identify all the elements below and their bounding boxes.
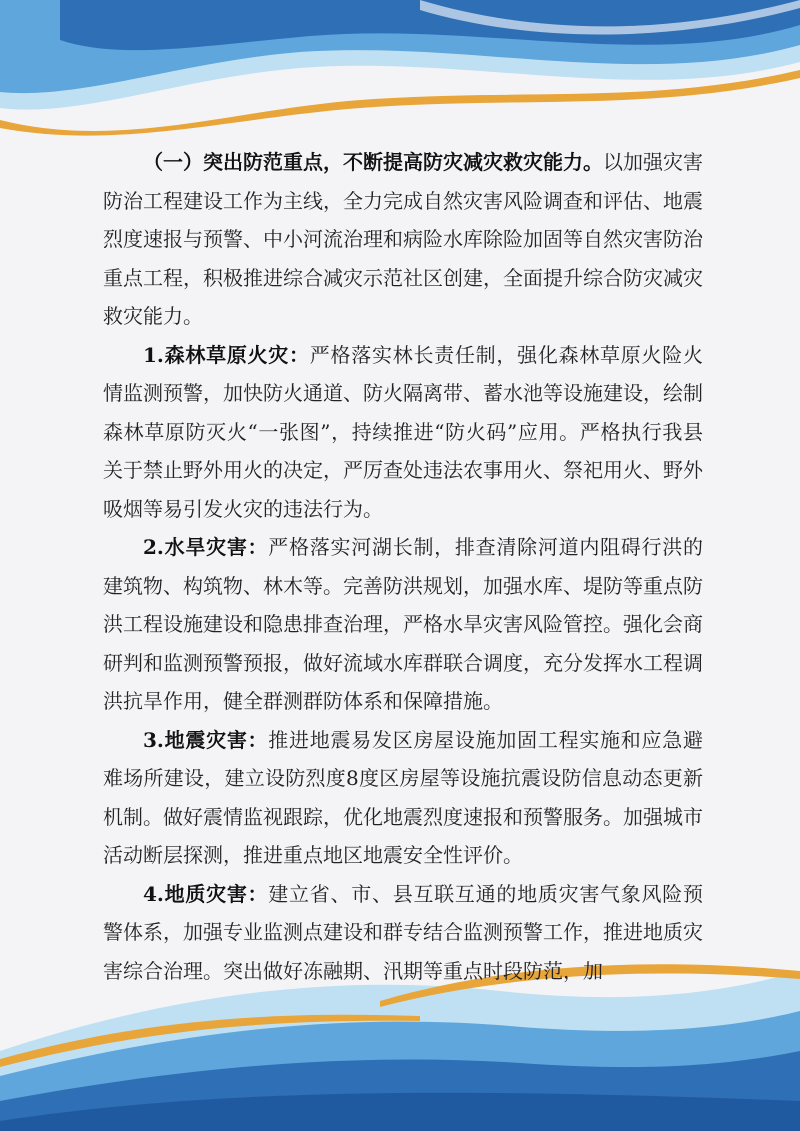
paragraph-flood-drought	[103, 528, 703, 721]
paragraph-text: 以加强灾害防治工程建设工作为主线，全力完成自然灾害风险调查和评估、地震烈度速报与预警、中小河流治理和病险水库除险加固等自然灾害防治重点工程，积极推进综合减灾示范社区创建，全面提升综合防灾减灾救灾能力。	[103, 150, 703, 328]
paragraph-earthquake	[103, 721, 703, 875]
paragraph-heading: 4.地质灾害：	[143, 881, 269, 906]
paragraph-text: 严格落实河湖长制，排查清除河道内阻碍行洪的建筑物、构筑物、林木等。完善防洪规划，加强水库、堤防等重点防洪工程设施建设和隐患排查治理，严格水旱灾害风险管控。强化会商研判和监测预警预报，做好流域水库群联合调度，充分发挥水工程调洪抗旱作用，健全群测群防体系和保障措施。	[103, 535, 703, 713]
paragraph-text: 建立省、市、县互联互通的地质灾害气象风险预警体系，加强专业监测点建设和群专结合监测预警工作，推进地质灾害综合治理。突出做好冻融期、汛期等重点时段防范，加	[103, 881, 703, 983]
paragraph-intro	[103, 143, 703, 336]
paragraph-heading: （一）突出防范重点，不断提高防灾减灾救灾能力。	[143, 150, 603, 174]
top-wave-decoration	[0, 0, 800, 150]
paragraph-text: 推进地震易发区房屋设施加固工程实施和应急避难场所建设，建立设防烈度8度区房屋等设施抗震设防信息动态更新机制。做好震情监视跟踪，优化地震烈度速报和预警服务。加强城市活动断层探测，推进重点地区地震安全性评价。	[103, 727, 703, 867]
paragraph-text: 严格落实林长责任制，强化森林草原火险火情监测预警，加快防火通道、防火隔离带、蓄水池等设施建设，绘制森林草原防灭火“一张图”，持续推进“防火码”应用。严格执行我县关于禁止野外用火的决定，严厉查处违法农事用火、祭祀用火、野外吸烟等易引发火灾的违法行为。	[103, 342, 703, 521]
paragraph-geological	[103, 875, 703, 991]
paragraph-heading: 2.水旱灾害：	[143, 535, 269, 559]
paragraph-heading: 1.森林草原火灾：	[143, 342, 310, 367]
paragraph-forest-fire	[103, 336, 703, 529]
document-body	[103, 143, 703, 990]
paragraph-heading: 3.地震灾害：	[143, 727, 269, 752]
